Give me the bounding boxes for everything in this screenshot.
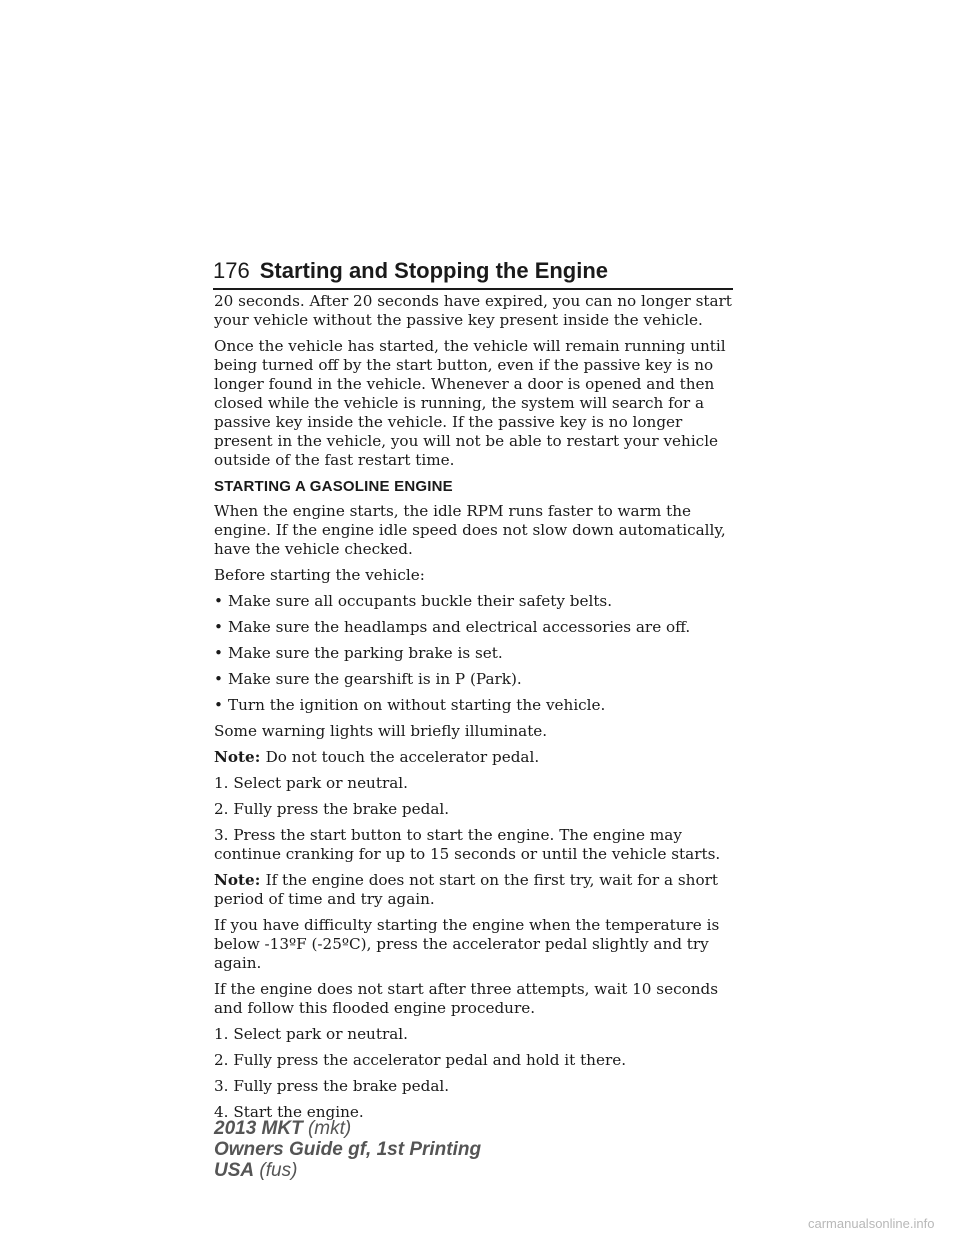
note [214, 748, 734, 767]
bullet-glyph: • [214, 592, 223, 610]
paragraph: If the engine does not start after three attempts, wait 10 seconds and follow this flooded engine procedure. [214, 980, 719, 1017]
paragraph: When the engine starts, the idle RPM runs faster to warm the engine. If the engine idle speed does not slow down automatically, have the vehicle checked. [214, 502, 726, 558]
bullet-text: Make sure all occupants buckle their safety belts. [228, 592, 613, 610]
bullet-item [214, 644, 734, 663]
watermark: carmanualsonline.info [808, 1216, 935, 1231]
bullet-item [214, 618, 734, 637]
print-footer [214, 1118, 481, 1181]
step: 4. Start the engine. [214, 1103, 364, 1121]
note-label: Note: [214, 748, 266, 766]
paragraph: Some warning lights will briefly illuminate. [214, 722, 548, 740]
bullet-glyph: • [214, 696, 223, 714]
page-header [213, 258, 733, 290]
bullet-glyph: • [214, 618, 223, 636]
step: 1. Select park or neutral. [214, 1025, 408, 1043]
paragraph: Before starting the vehicle: [214, 566, 425, 584]
bullet-text: Turn the ignition on without starting the vehicle. [228, 696, 606, 714]
bullet-item [214, 670, 734, 689]
paragraph: Once the vehicle has started, the vehicle will remain running until being turned off by the start button, even if the passive key is no longer found in the vehicle. Whenever a door is opened and then closed while the vehicle is running, the system will search for a passive key inside the vehicle. If the passive key is no longer present in the vehicle, you will not be able to restart your vehicle outside of the fast restart time. [214, 337, 726, 469]
step: 3. Press the start button to start the engine. The engine may continue cranking for up to 15 seconds or until the vehicle starts. [214, 826, 721, 863]
paragraph: 20 seconds. After 20 seconds have expired, you can no longer start your vehicle without the passive key present inside the vehicle. [214, 292, 732, 329]
footer-line-model: 2013 MKT (mkt) [214, 1118, 352, 1139]
step: 2. Fully press the brake pedal. [214, 800, 450, 818]
bullet-glyph: • [214, 644, 223, 662]
step: 1. Select park or neutral. [214, 774, 408, 792]
bullet-text: Make sure the headlamps and electrical accessories are off. [228, 618, 691, 636]
bullet-glyph: • [214, 670, 223, 688]
bullet-text: Make sure the parking brake is set. [228, 644, 503, 662]
page-number: 176 [213, 258, 250, 283]
bullet-text: Make sure the gearshift is in P (Park). [228, 670, 522, 688]
note-text: Do not touch the accelerator pedal. [265, 748, 540, 766]
bullet-item [214, 592, 734, 611]
bullet-item [214, 696, 734, 715]
step: 2. Fully press the accelerator pedal and hold it there. [214, 1051, 627, 1069]
note [214, 871, 734, 909]
note-text: If the engine does not start on the first try, wait for a short period of time and try again. [214, 871, 718, 908]
section-title: Starting and Stopping the Engine [259, 258, 609, 283]
note-label: Note: [214, 871, 266, 889]
section-heading: STARTING A GASOLINE ENGINE [214, 478, 453, 495]
step: 3. Fully press the brake pedal. [214, 1077, 450, 1095]
page-body [214, 292, 734, 1129]
paragraph: If you have difficulty starting the engine when the temperature is below -13ºF (-25ºC), press the accelerator pedal slightly and try again. [214, 916, 720, 972]
footer-line-guide: Owners Guide gf, 1st Printing [214, 1139, 482, 1160]
footer-line-market: USA (fus) [214, 1160, 298, 1181]
